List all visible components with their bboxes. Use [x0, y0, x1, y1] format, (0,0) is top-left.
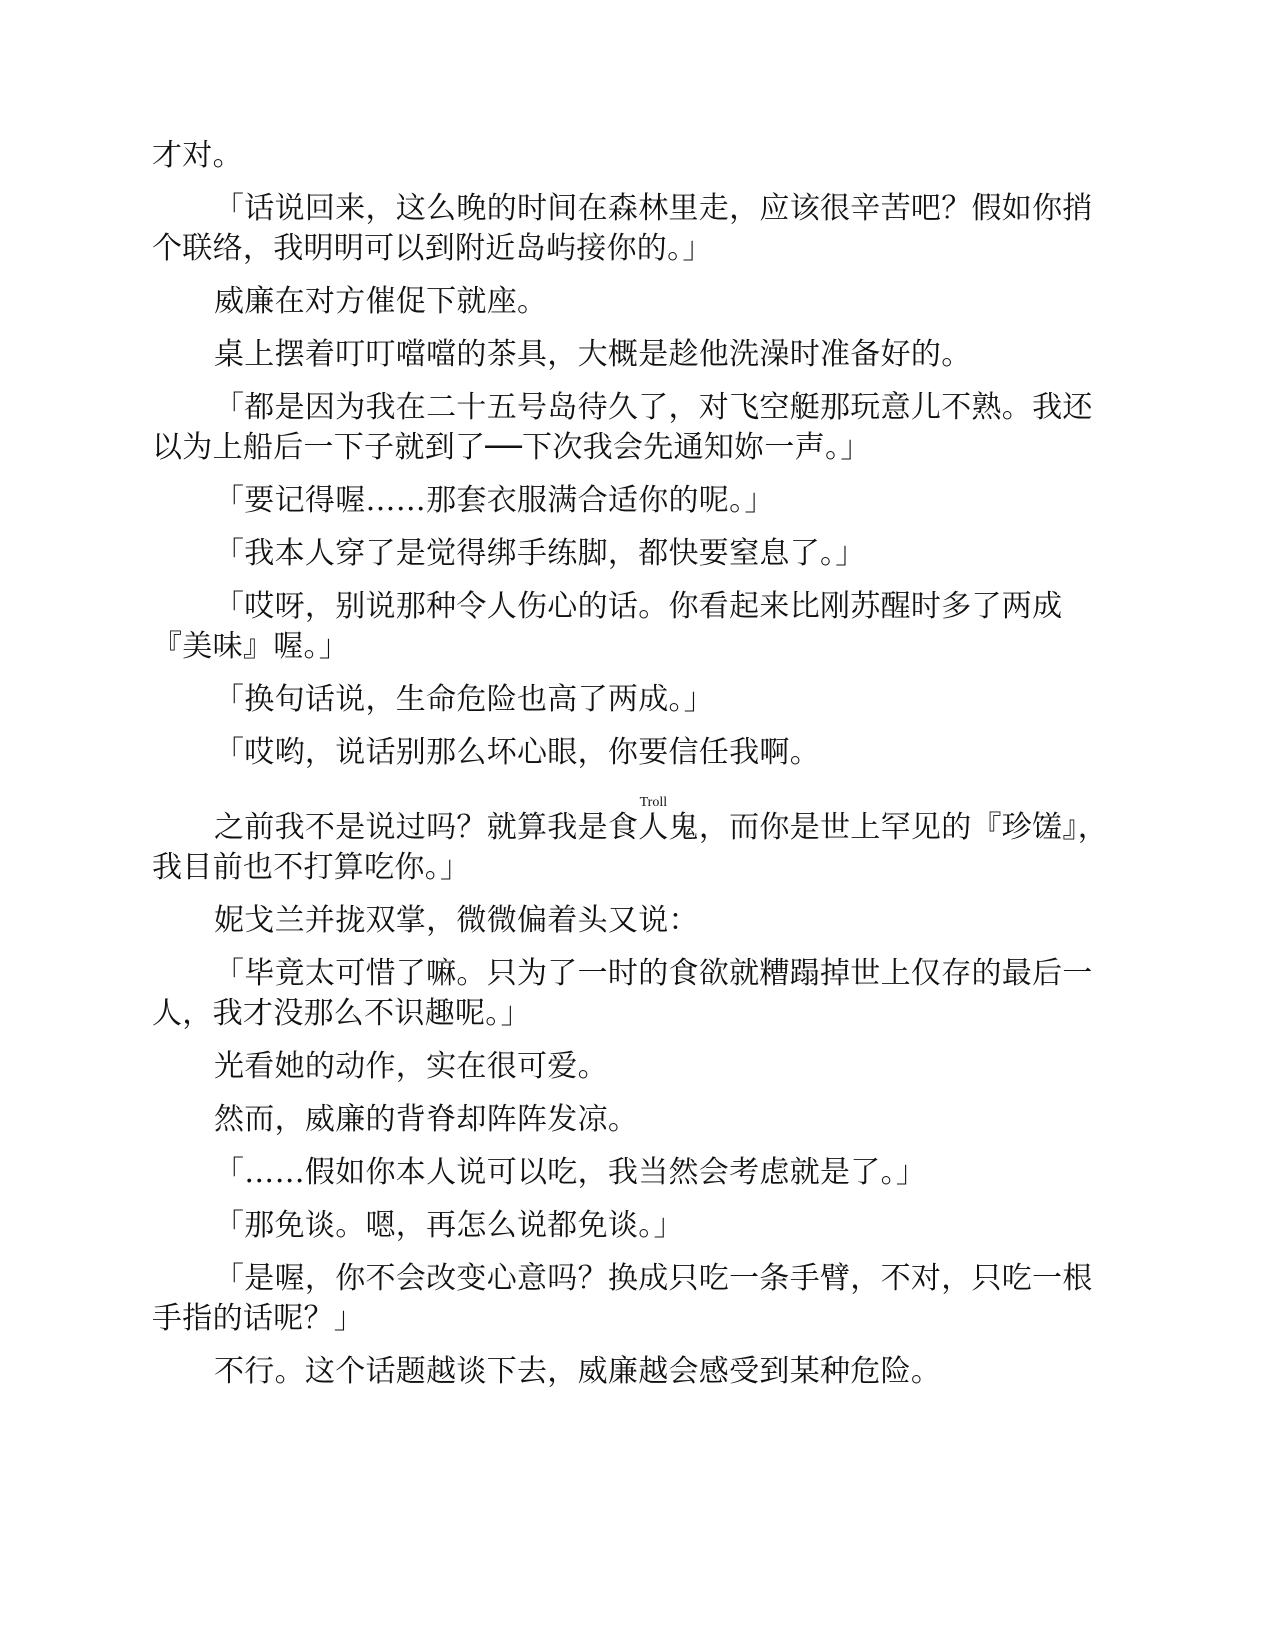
paragraph: 「哎呀，别说那种令人伤心的话。你看起来比刚苏醒时多了两成『美味』喔。」: [152, 589, 1063, 664]
paragraph: 然而，威廉的背脊却阵阵发凉。: [214, 1102, 639, 1137]
paragraph: 不行。这个话题越谈下去，威廉越会感受到某种危险。: [214, 1354, 942, 1389]
paragraph: 「我本人穿了是觉得绑手练脚，都快要窒息了。」: [214, 536, 866, 571]
ruby-paragraph-before: 之前我不是说过吗？就算我是: [214, 810, 608, 845]
paragraph: 妮戈兰并拢双掌，微微偏着头又说：: [214, 903, 699, 938]
text-body: [152, 136, 1122, 1405]
paragraph: 桌上摆着叮叮噹噹的茶具，大概是趁他洗澡时准备好的。: [214, 337, 972, 372]
paragraph: 「哎哟，说话别那么坏心眼，你要信任我啊。: [214, 735, 820, 770]
paragraph: 才对。: [152, 138, 243, 173]
paragraph: 威廉在对方催促下就座。: [214, 284, 548, 319]
paragraph: 「毕竟太可惜了嘛。只为了一时的食欲就糟蹋掉世上仅存的最后一人，我才没那么不识趣呢。」: [152, 956, 1093, 1031]
paragraph: 「都是因为我在二十五号岛待久了，对飞空艇那玩意儿不熟。我还以为上船后一下子就到了──下次我会先通知妳一声。」: [152, 390, 1093, 465]
paragraph: 「换句话说，生命危险也高了两成。」: [214, 682, 715, 717]
paragraph: 「那免谈。嗯，再怎么说都免谈。」: [214, 1208, 684, 1243]
ruby-base: 食人鬼: [607, 810, 699, 845]
paragraph: 「是喔，你不会改变心意吗？换成只吃一条手臂，不对，只吃一根手指的话呢？」: [152, 1261, 1093, 1336]
paragraph: 「话说回来，这么晚的时间在森林里走，应该很辛苦吧？假如你捎个联络，我明明可以到附近岛屿接你的。」: [152, 191, 1093, 266]
paragraph: 光看她的动作，实在很可爱。: [214, 1049, 608, 1084]
ruby-annotation: [607, 795, 699, 845]
ruby-paragraph-after: ，而你是世上罕见的『珍馐』，我目前也不打算吃你。」: [152, 810, 1109, 885]
paragraph-with-ruby: [152, 795, 1122, 888]
ruby-text: Troll: [607, 795, 699, 810]
paragraph: 「要记得喔……那套衣服满合适你的呢。」: [214, 483, 775, 518]
paragraph: 「……假如你本人说可以吃，我当然会考虑就是了。」: [214, 1155, 927, 1190]
